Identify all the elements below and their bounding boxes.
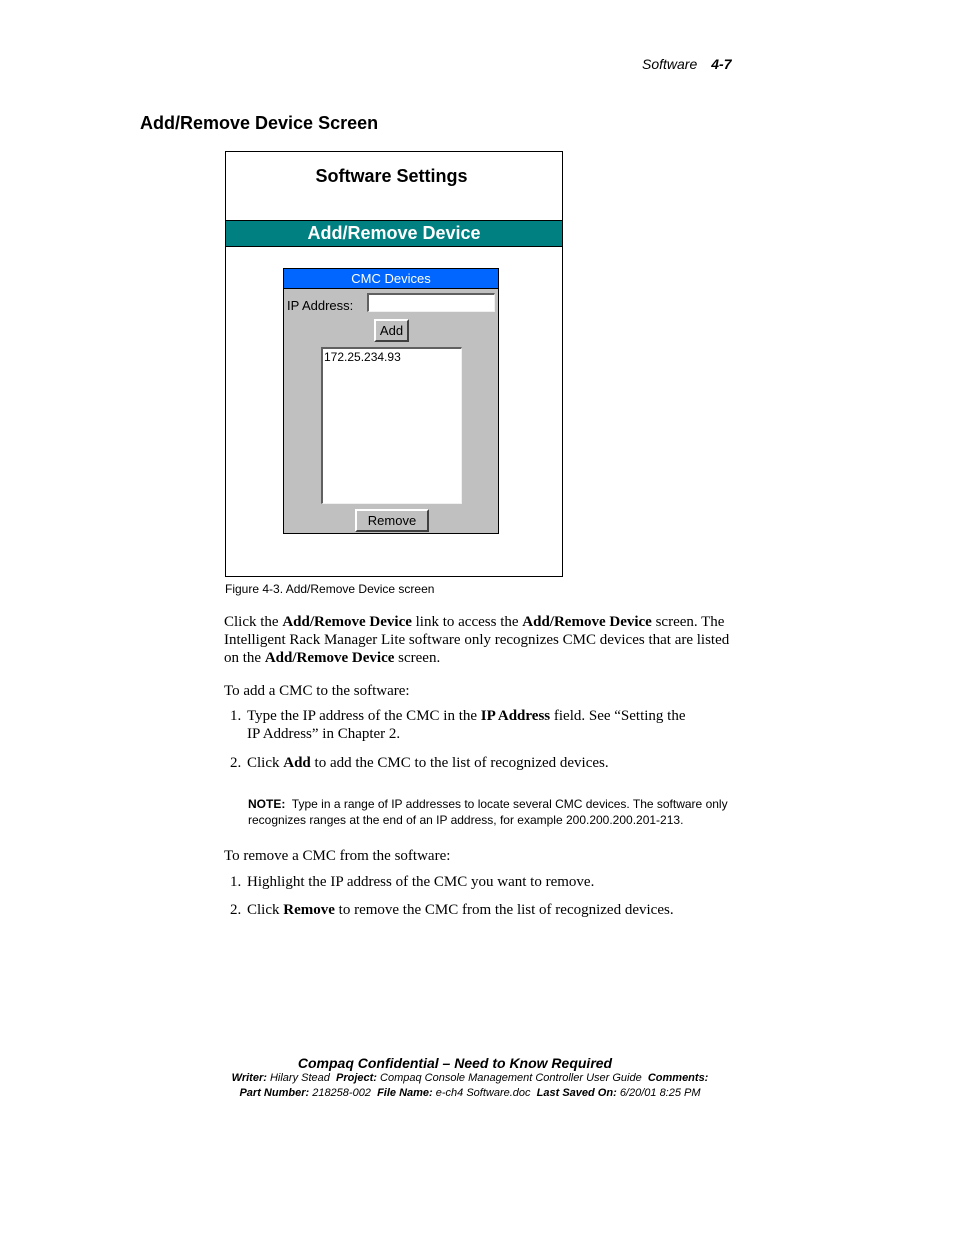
add-button[interactable]: Add	[374, 319, 409, 342]
saved-label: Last Saved On:	[536, 1087, 617, 1099]
step-number: 1.	[230, 708, 242, 724]
file-value: e-ch4 Software.doc	[435, 1087, 531, 1099]
remove-intro: To remove a CMC from the software:	[224, 848, 451, 864]
remove-button[interactable]: Remove	[355, 509, 429, 532]
writer-value: Hilary Stead	[269, 1072, 330, 1084]
project-label: Project:	[336, 1072, 377, 1084]
step-bold: Add	[283, 755, 311, 771]
comments-label: Comments:	[647, 1072, 709, 1084]
intro-paragraph	[224, 613, 734, 667]
figure-title-bar	[226, 152, 562, 221]
intro-text-3: screen. The Intelligent Rack Manager Lite software only recognizes CMC devices that are listed on the	[224, 614, 730, 666]
page-number: 4-7	[711, 56, 732, 72]
running-header	[642, 56, 731, 72]
step-number: 2.	[230, 755, 242, 771]
document-footer	[170, 1055, 770, 1101]
project-value: Compaq Console Management Controller User Guide	[380, 1072, 642, 1084]
step-number: 2.	[230, 902, 242, 918]
remove-step-1	[230, 873, 700, 891]
note-label: NOTE:	[248, 797, 286, 811]
footer-line-writer	[170, 1071, 770, 1086]
step-text: Click	[247, 755, 284, 771]
add-step-1	[230, 707, 700, 743]
remove-step-2	[230, 901, 700, 919]
note-block	[248, 796, 728, 828]
running-header-section: Software	[642, 56, 698, 72]
step-bold: IP Address	[480, 708, 551, 724]
step-text: field. See “Setting the IP Address” in Chapter 2.	[247, 708, 686, 742]
figure-screenshot	[225, 151, 563, 577]
note-text: Type in a range of IP addresses to locate several CMC devices. The software only recognizes ranges at the end of an IP address, for example 200.200.200.201-213.	[248, 797, 728, 827]
part-value: 218258-002	[312, 1087, 371, 1099]
confidential-notice: Compaq Confidential – Need to Know Required	[297, 1055, 613, 1071]
intro-bold-1: Add/Remove Device	[282, 614, 412, 630]
ip-address-label: IP Address:	[287, 298, 354, 313]
intro-text-1: Click the	[224, 614, 283, 630]
intro-text-2: link to access the	[411, 614, 523, 630]
device-list-item[interactable]: 172.25.234.93	[324, 350, 401, 364]
step-text: Highlight the IP address of the CMC you want to remove.	[247, 874, 595, 890]
writer-label: Writer:	[231, 1072, 267, 1084]
figure-caption: Figure 4-3. Add/Remove Device screen	[225, 582, 435, 596]
step-text: Click	[247, 902, 284, 918]
add-remove-banner-label: Add/Remove Device	[307, 223, 481, 243]
footer-line-part	[170, 1086, 770, 1101]
part-label: Part Number:	[239, 1087, 310, 1099]
software-settings-title: Software Settings	[315, 166, 468, 186]
device-list[interactable]	[321, 347, 462, 504]
step-number: 1.	[230, 874, 242, 890]
intro-bold-2: Add/Remove Device	[522, 614, 652, 630]
step-text: to add the CMC to the list of recognized devices.	[310, 755, 609, 771]
intro-bold-3: Add/Remove Device	[264, 650, 395, 666]
intro-text-4: screen.	[394, 650, 441, 666]
add-remove-banner	[226, 221, 562, 247]
saved-value: 6/20/01 8:25 PM	[619, 1087, 701, 1099]
add-intro: To add a CMC to the software:	[224, 683, 410, 699]
ip-address-input[interactable]	[367, 293, 495, 312]
section-heading: Add/Remove Device Screen	[140, 113, 379, 133]
cmc-devices-panel	[283, 268, 499, 534]
file-label: File Name:	[377, 1087, 433, 1099]
cmc-devices-header: CMC Devices	[284, 269, 498, 289]
step-text: to remove the CMC from the list of recognized devices.	[334, 902, 674, 918]
add-step-2	[230, 754, 700, 772]
step-text: Type the IP address of the CMC in the	[247, 708, 481, 724]
step-bold: Remove	[283, 902, 335, 918]
